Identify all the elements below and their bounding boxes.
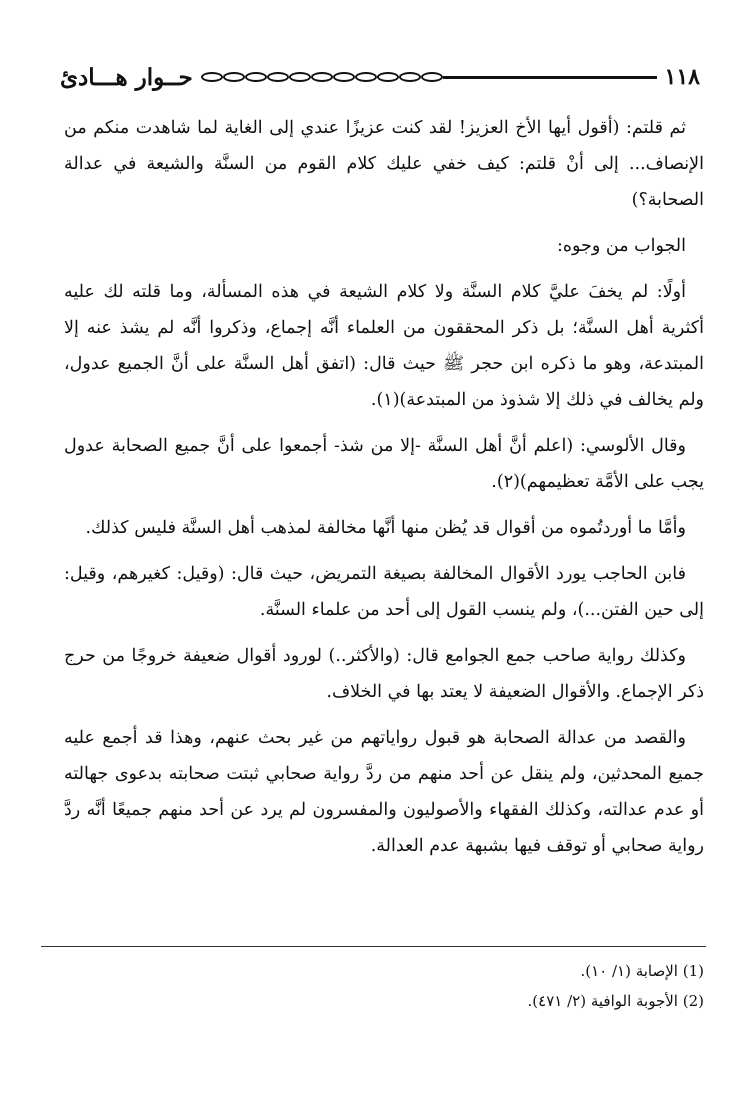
paragraph: وأمَّا ما أوردتُموه من أقوال قد يُظن منها أنَّها مخالفة لمذهب أهل السنَّة فليس كذلك. (85, 518, 686, 538)
paragraph: والقصد من عدالة الصحابة هو قبول رواياتهم من غير بحث عنهم، وهذا قد أجمع عليه جميع المحدثين، ولم ينقل عن أحد منهم من ردَّ رواية صحابي ثبتت صحابته بدعوى جهالته أو عدم عدالته، وكذلك الفقهاء والأصوليون والمفسرون لم يرد عن أحد منهم جميعًا أنَّه ردَّ رواية صحابي أو توقف فيها بشبهة عدم العدالة. (64, 728, 704, 856)
ornament-ring (333, 72, 355, 82)
page-header (60, 62, 700, 92)
ornament-ring (267, 72, 289, 82)
ornament-ring (245, 72, 267, 82)
ornament-ring (377, 72, 399, 82)
book-title: حــوار هـــادئ (60, 63, 193, 91)
paragraph: وكذلك رواية صاحب جمع الجوامع قال: (والأكثر..) لورود أقوال ضعيفة خروجًا من حرج ذكر الإجماع. والأقوال الضعيفة لا يعتد بها في الخلاف. (64, 646, 704, 702)
header-ornament (201, 68, 657, 86)
footnote: (2) الأجوبة الوافية (٢/ ٤٧١). (527, 992, 704, 1010)
paragraph: وقال الألوسي: (اعلم أنَّ أهل السنَّة -إلا من شذ- أجمعوا على أنَّ جميع الصحابة عدول يجب على الأمَّة تعظيمهم)(٢). (64, 436, 704, 492)
footnotes (64, 956, 704, 1016)
ornament-ring (223, 72, 245, 82)
ornament-ring (289, 72, 311, 82)
ornament-ring (421, 72, 443, 82)
ornament-ring (311, 72, 333, 82)
ornament-ring (201, 72, 223, 82)
paragraph: فابن الحاجب يورد الأقوال المخالفة بصيغة التمريض، حيث قال: (وقيل: كغيرهم، وقيل: إلى حين الفتن...)، ولم ينسب القول إلى أحد من علماء السنَّة. (64, 564, 704, 620)
ornament-bar (443, 76, 657, 79)
paragraph: الجواب من وجوه: (556, 236, 686, 256)
paragraph: ثم قلتم: (أقول أيها الأخ العزيز! لقد كنت عزيزًا عندي إلى الغاية لما شاهدت منكم من الإنصاف... إلى أنْ قلتم: كيف خفي عليك كلام القوم من السنَّة والشيعة في عدالة الصحابة؟) (64, 118, 704, 210)
page-body (64, 110, 704, 874)
ornament-ring (399, 72, 421, 82)
footnote: (1) الإصابة (١/ ١٠). (580, 962, 704, 980)
footnote-separator (41, 946, 706, 947)
ornament-ring (355, 72, 377, 82)
paragraph: أولًا: لم يخفَ عليَّ كلام السنَّة ولا كلام الشيعة في هذه المسألة، وما قلته لك عليه أكثرية أهل السنَّة؛ بل ذكر المحققون من العلماء أنَّه إجماع، وذكروا أنَّه لم يشذ عنه إلا المبتدعة، وهو ما ذكره ابن حجر ﷺ حيث قال: (اتفق أهل السنَّة على أنَّ الجميع عدول، ولم يخالف في ذلك إلا شذوذ من المبتدعة)(١). (64, 282, 704, 410)
page-number: ١١٨ (664, 64, 700, 90)
